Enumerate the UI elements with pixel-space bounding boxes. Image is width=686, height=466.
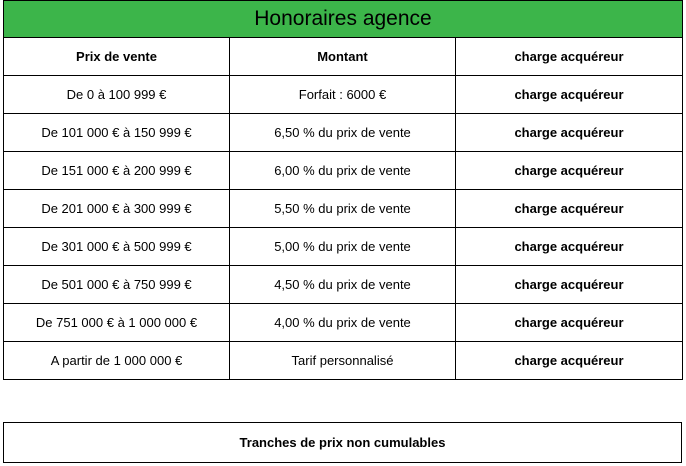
charge-cell: charge acquéreur — [456, 342, 683, 380]
price-cell: De 0 à 100 999 € — [4, 76, 230, 114]
price-cell: De 301 000 € à 500 999 € — [4, 228, 230, 266]
charge-cell: charge acquéreur — [456, 228, 683, 266]
price-cell: De 501 000 € à 750 999 € — [4, 266, 230, 304]
price-cell: De 751 000 € à 1 000 000 € — [4, 304, 230, 342]
header-price: Prix de vente — [4, 38, 230, 76]
charge-cell: charge acquéreur — [456, 190, 683, 228]
table-title: Honoraires agence — [4, 1, 683, 38]
table-row — [4, 114, 683, 152]
amount-cell: 6,00 % du prix de vente — [230, 152, 456, 190]
header-row — [4, 38, 683, 76]
table-row — [4, 228, 683, 266]
amount-cell: 4,50 % du prix de vente — [230, 266, 456, 304]
amount-cell: 5,00 % du prix de vente — [230, 228, 456, 266]
amount-cell: Tarif personnalisé — [230, 342, 456, 380]
header-amount: Montant — [230, 38, 456, 76]
table-row — [4, 152, 683, 190]
title-row — [4, 1, 683, 38]
amount-cell: Forfait : 6000 € — [230, 76, 456, 114]
charge-cell: charge acquéreur — [456, 152, 683, 190]
charge-cell: charge acquéreur — [456, 304, 683, 342]
header-charge: charge acquéreur — [456, 38, 683, 76]
price-cell: De 201 000 € à 300 999 € — [4, 190, 230, 228]
charge-cell: charge acquéreur — [456, 266, 683, 304]
table-row — [4, 266, 683, 304]
price-cell: De 151 000 € à 200 999 € — [4, 152, 230, 190]
table-row — [4, 304, 683, 342]
price-cell: A partir de 1 000 000 € — [4, 342, 230, 380]
non-cumulative-note: Tranches de prix non cumulables — [3, 422, 682, 463]
fee-table — [3, 0, 683, 380]
charge-cell: charge acquéreur — [456, 76, 683, 114]
charge-cell: charge acquéreur — [456, 114, 683, 152]
amount-cell: 4,00 % du prix de vente — [230, 304, 456, 342]
table-row — [4, 190, 683, 228]
price-cell: De 101 000 € à 150 999 € — [4, 114, 230, 152]
table-row — [4, 76, 683, 114]
amount-cell: 6,50 % du prix de vente — [230, 114, 456, 152]
table-row — [4, 342, 683, 380]
amount-cell: 5,50 % du prix de vente — [230, 190, 456, 228]
